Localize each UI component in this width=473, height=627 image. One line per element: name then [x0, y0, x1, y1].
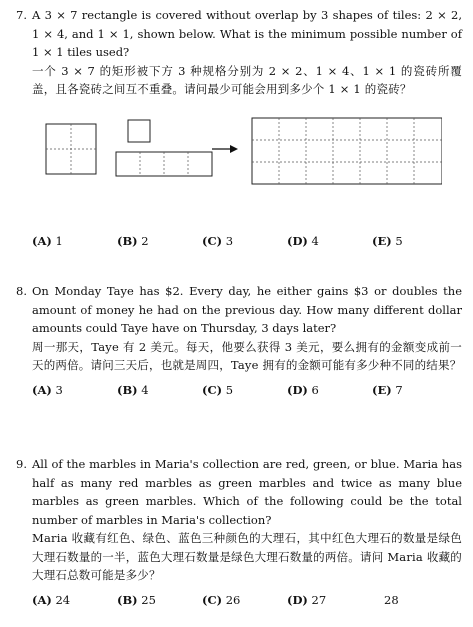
- choice-b[interactable]: (B) 4: [117, 382, 149, 397]
- choice-a[interactable]: (A) 24: [32, 592, 71, 607]
- question-text-chinese: Maria 收藏有红色、绿色、蓝色三种颜色的大理石，其中红色大理石的数量是绿色大理石数量的一半，蓝色大理石数量是绿色大理石数量的两倍。请问 Maria 收藏的大理石总数可能是多少？: [32, 531, 462, 582]
- choice-e[interactable]: (E) 7: [372, 382, 403, 397]
- question-8: [16, 282, 462, 399]
- choice-d[interactable]: (D) 6: [287, 382, 319, 397]
- choice-b[interactable]: (B) 2: [117, 234, 149, 248]
- question-number: 8.: [16, 284, 27, 298]
- tile-2x2: [46, 124, 96, 174]
- rectangle-3x7: [252, 118, 442, 184]
- choice-d[interactable]: (D) 4: [287, 234, 319, 248]
- question-text-english: All of the marbles in Maria's collection are red, green, or blue. Maria has half as many red marbles as green marbles and twice as many blue marbles as green marbles. Which of the following could be the total number of marbles in Maria's collection?: [32, 457, 462, 527]
- tiles-figure: [32, 112, 442, 192]
- question-text-english: On Monday Taye has $2. Every day, he either gains $3 or doubles the amount of money he had on the previous day. How many different dollar amounts could Taye have on Thursday, 3 days later?: [32, 284, 462, 335]
- question-text-english: A 3 × 7 rectangle is covered without overlap by 3 shapes of tiles: 2 × 2, 1 × 4, and 1 × 1, shown below. What is the minimum possible number of 1 × 1 tiles used?: [32, 8, 462, 59]
- choice-c[interactable]: (C) 3: [202, 234, 234, 248]
- question-number: 9.: [16, 457, 27, 471]
- tile-1x4: [116, 152, 212, 176]
- question-text-chinese: 一个 3 × 7 的矩形被下方 3 种规格分别为 2 × 2、1 × 4、1 × 1 的瓷砖所覆盖，且各瓷砖之间互不重叠。请问最少可能会用到多少个 1 × 1 的瓷砖？: [32, 63, 462, 96]
- choice-e[interactable]: (E) 5: [372, 234, 403, 248]
- answer-choices: [32, 381, 462, 399]
- choice-e[interactable]: 28: [384, 592, 399, 607]
- question-7: [16, 6, 462, 99]
- choice-b[interactable]: (B) 25: [117, 592, 156, 607]
- question-9: [16, 455, 462, 609]
- choice-a[interactable]: (A) 3: [32, 382, 63, 397]
- choice-a[interactable]: (A) 1: [32, 234, 63, 248]
- answer-choices: [32, 591, 462, 609]
- question-number: 7.: [16, 8, 27, 22]
- question-7-choices: [16, 226, 462, 250]
- question-text-chinese: 周一那天，Taye 有 2 美元。每天，他要么获得 3 美元，要么拥有的金额变成前一天的两倍。请问三天后，也就是周四，Taye 拥有的金额可能有多少种不同的结果？: [32, 339, 462, 372]
- choice-c[interactable]: (C) 5: [202, 382, 234, 397]
- tiles-diagram: [32, 112, 442, 192]
- choice-c[interactable]: (C) 26: [202, 592, 241, 607]
- tile-1x1: [128, 120, 150, 142]
- answer-choices: [32, 232, 462, 250]
- arrow-icon: [212, 145, 238, 153]
- choice-d[interactable]: (D) 27: [287, 592, 327, 607]
